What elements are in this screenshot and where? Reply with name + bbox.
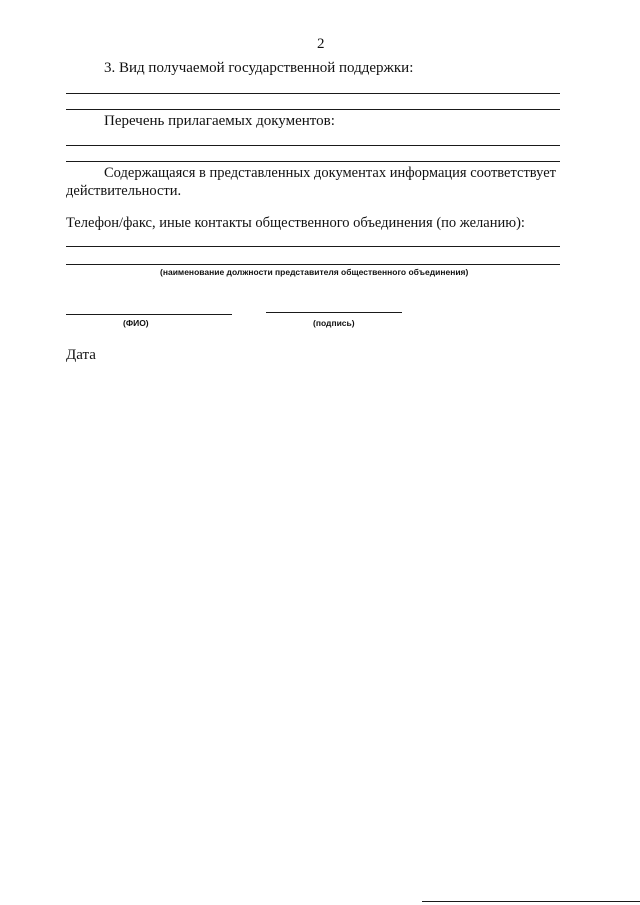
page-number: 2: [317, 36, 325, 52]
documents-list-label: Перечень прилагаемых документов:: [104, 113, 335, 129]
signature-caption: (подпись): [313, 318, 355, 328]
position-line: [66, 264, 560, 265]
contacts-line-1: [66, 246, 560, 247]
contacts-label: Телефон/факс, иные контакты общественного объединения (по желанию):: [66, 215, 525, 231]
fio-line: [66, 314, 232, 315]
statement-line-2: действительности.: [66, 183, 182, 199]
support-type-line-1: [66, 93, 560, 94]
fio-caption: (ФИО): [123, 318, 149, 328]
date-label: Дата: [66, 347, 96, 363]
position-caption: (наименование должности представителя общественного объединения): [160, 267, 469, 277]
support-type-label: 3. Вид получаемой государственной поддержки:: [104, 60, 414, 76]
signature-line: [266, 312, 402, 313]
statement-line-1: Содержащаяся в представленных документах информация соответствует: [104, 165, 556, 181]
page-edge-line: [422, 901, 640, 902]
documents-list-line-1: [66, 145, 560, 146]
documents-list-line-2: [66, 161, 560, 162]
support-type-line-2: [66, 109, 560, 110]
